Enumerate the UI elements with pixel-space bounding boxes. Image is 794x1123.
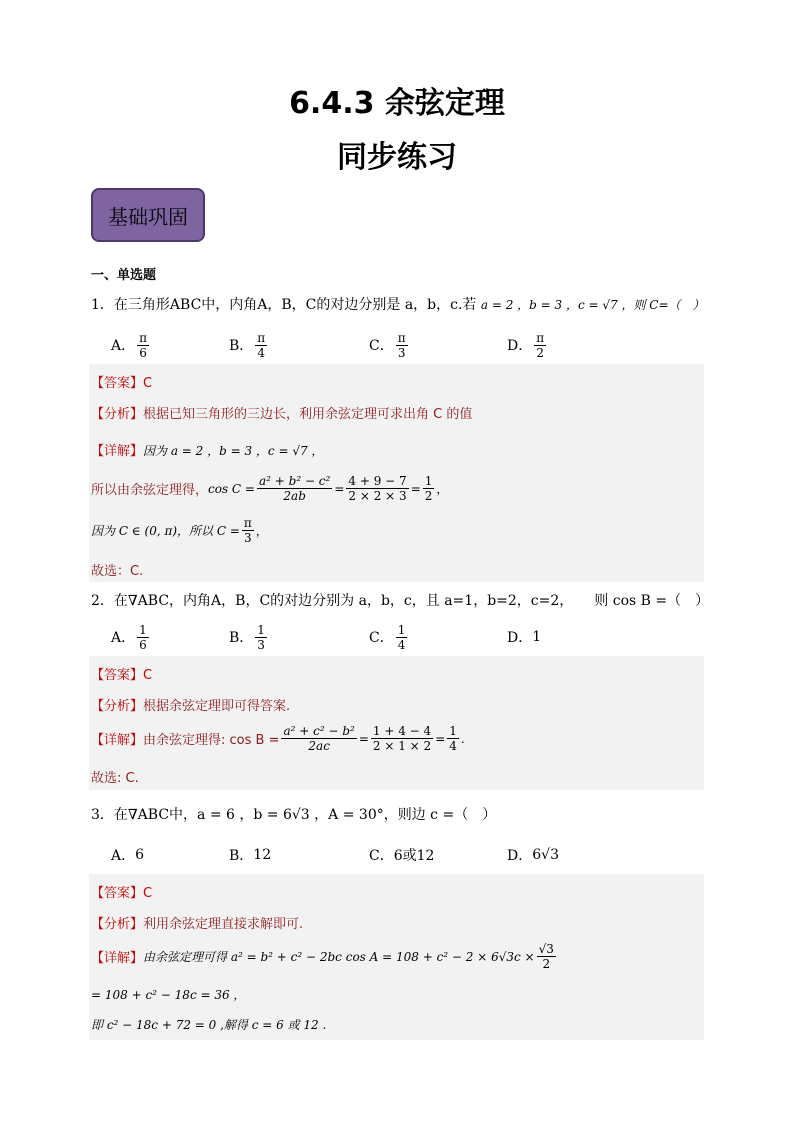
q1-conclusion: 故选：C. [91,564,144,579]
q2-answer: 【答案】C [91,668,153,683]
q1-option-d: D． $\frac{\pi}{2}$ [507,330,545,360]
section-heading: 一、单选题 [91,268,157,283]
q2-option-c: C． $\frac{1}{4}$ [369,622,406,652]
q2-analysis: 【分析】根据余弦定理即可得答案. [91,699,291,714]
question-1-options [111,328,711,362]
q3-option-a: A． 6 [111,847,145,864]
q1-detail: 【详解】因为 a = 2 ，b = 3 ，c = √7 ， [91,444,324,459]
q2-option-b: B． $\frac{1}{3}$ [229,622,265,652]
section-badge: 基础巩固 [91,188,205,242]
question-2-options [111,620,711,654]
question-1-stem: 1．在三角形ABC中，内角A，B，C的对边分别是 a，b，c.若 a = 2 ，b = 3 ，c = √7 ，则 C=（ ） [91,297,705,313]
q3-option-c: C． 6或12 [369,848,435,864]
question-2-stem: 2．在∇ABC，内角A，B，C的对边分别为 a，b，c，且 a=1，b=2，c=2， 则 cos B =（ ） [91,593,710,609]
q1-analysis: 【分析】根据已知三角形的三边长，利用余弦定理可求出角 C 的值 [91,407,473,422]
q2-option-a: A． $\frac{1}{6}$ [111,622,147,652]
q1-option-c: C． $\frac{\pi}{3}$ [369,330,406,360]
q3-option-d: D． 6√3 [507,847,559,864]
question-3-options [111,838,711,872]
q1-option-a: A． $\frac{\pi}{6}$ [111,330,148,360]
q2-solution-box [89,656,704,790]
q1-detail-line-3: 因为 C ∈ (0, π)，所以 C = $\frac{\pi}{3}$ ， [91,516,268,545]
q1-solution-box [89,364,704,582]
q3-answer: 【答案】C [91,886,153,901]
q2-conclusion: 故选: C. [91,771,139,786]
q3-detail: 【详解】 由余弦定理可得 a² = b² + c² − 2bc cos A = 108 + c² − 2 × 6√3c × $\frac{√3}{2}$ [91,942,554,971]
page-title: 6.4.3 余弦定理 [289,86,505,121]
q3-analysis: 【分析】利用余弦定理直接求解即可. [91,917,304,932]
q1-detail-line-2: 所以由余弦定理得， cos C = $\frac{\text{a² + b² − c²}}{2ab}$ = $\frac{4 + 9 - 7}{2 \times 2 \times 3}$ = $\frac{1}{2}$ ， [91,474,449,503]
q3-detail-line-2: = 108 + c² − 18c = 36 ， [91,988,246,1002]
q1-answer: 【答案】C [91,376,153,391]
q3-detail-line-3: 即 c² − 18c + 72 = 0 ,解得 c = 6 或 12 . [91,1018,327,1032]
q2-option-d: D． 1 [507,629,542,646]
page-subtitle: 同步练习 [337,140,457,175]
q2-detail: 【详解】 由余弦定理得: cos B = $\frac{\text{a² + c² − b²}}{2ac}$ = $\frac{1 + 4 - 4}{2 \times 1 \times 2}$ = $\frac{1}{4}$ . [91,724,465,753]
q1-option-b: B． $\frac{\pi}{4}$ [229,330,266,360]
q3-option-b: B． 12 [229,847,272,864]
question-3-stem: 3．在∇ABC中，a = 6 ，b = 6√3 ，A = 30°，则边 c =（ ） [91,807,497,823]
